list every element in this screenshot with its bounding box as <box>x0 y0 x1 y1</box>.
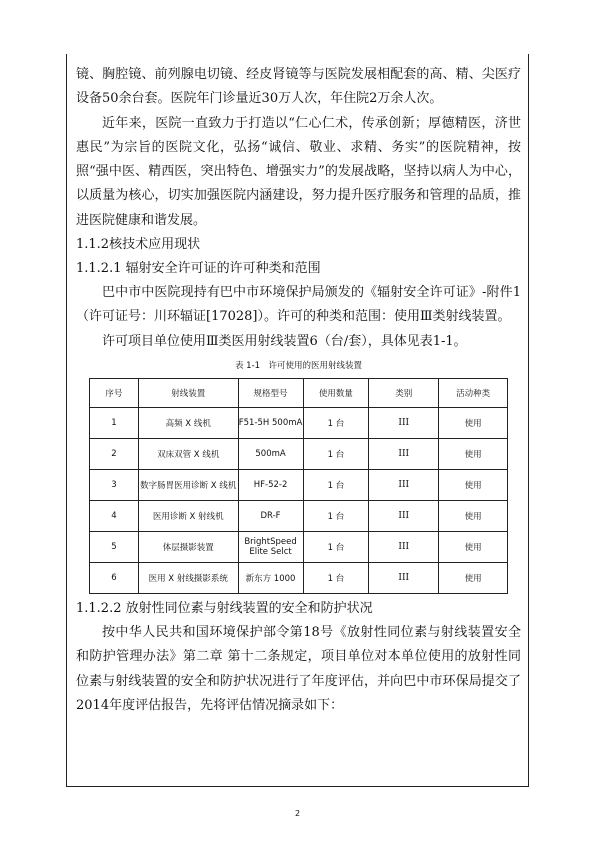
cell-device: 体层摄影装置 <box>138 531 238 562</box>
col-header-activity: 活动种类 <box>439 378 508 407</box>
cell-activity: 使用 <box>439 531 508 562</box>
table-caption: 表 1-1 许可使用的医用射线装置 <box>234 360 363 371</box>
section-heading-license: 1.1.2.1 辐射安全许可证的许可种类和范围 <box>76 261 321 277</box>
col-header-device: 射线装置 <box>138 378 238 407</box>
table-header-row <box>90 378 508 407</box>
cell-device: 双床双管 X 线机 <box>138 438 238 469</box>
cell-class: III <box>369 407 439 438</box>
cell-model: 500mA <box>238 438 303 469</box>
cell-activity: 使用 <box>439 500 508 531</box>
paragraph-equipment: 镜、胸腔镜、前列腺电切镜、经皮肾镜等与医院发展相配套的高、精、尖医疗设备50余台套。医院年门诊量近30万人次，年住院2万余人次。 <box>76 67 521 107</box>
cell-model: HF-52-2 <box>238 469 303 500</box>
table-row <box>90 531 508 562</box>
cell-no: 6 <box>90 562 139 593</box>
section-heading-nuclear-tech: 1.1.2核技术应用现状 <box>76 237 201 253</box>
cell-class: III <box>369 438 439 469</box>
cell-activity: 使用 <box>439 562 508 593</box>
cell-no: 5 <box>90 531 139 562</box>
cell-no: 2 <box>90 438 139 469</box>
page-number: 2 <box>294 809 301 818</box>
col-header-quantity: 使用数量 <box>303 378 369 407</box>
table-row <box>90 562 508 593</box>
table-row <box>90 407 508 438</box>
cell-activity: 使用 <box>439 407 508 438</box>
device-table <box>89 378 508 594</box>
paragraph-license-items: 许可项目单位使用Ⅲ类医用射线装置6（台/套），具体见表1-1。 <box>102 333 467 349</box>
cell-device: 医用诊断 X 射线机 <box>138 500 238 531</box>
cell-device: 数字肠胃医用诊断 X 线机 <box>138 469 238 500</box>
cell-no: 3 <box>90 469 139 500</box>
cell-class: III <box>369 531 439 562</box>
section-heading-safety: 1.1.2.2 放射性同位素与射线装置的安全和防护状况 <box>76 600 373 616</box>
table-row <box>90 438 508 469</box>
cell-quantity: 1 台 <box>303 407 369 438</box>
cell-no: 1 <box>90 407 139 438</box>
cell-quantity: 1 台 <box>303 500 369 531</box>
cell-model: BrightSpeed Elite Selct <box>238 531 303 562</box>
paragraph-license: 巴中市中医院现持有巴中市环境保护局颁发的《辐射安全许可证》-附件1（许可证号：川环辐证[17028]）。许可的种类和范围：使用Ⅲ类射线装置。 <box>76 285 521 325</box>
cell-quantity: 1 台 <box>303 531 369 562</box>
cell-activity: 使用 <box>439 438 508 469</box>
cell-device: 医用 X 射线摄影系统 <box>138 562 238 593</box>
col-header-model: 规格型号 <box>238 378 303 407</box>
col-header-class: 类别 <box>369 378 439 407</box>
paragraph-hospital-culture: 近年来，医院一直致力于打造以“仁心仁术，传承创新；厚德精医，济世惠民”为宗旨的医院文化，弘扬“诚信、敬业、求精、务实”的医院精神，按照“强中医、精西医，突出特色、增强实力”的发展战略，坚持以病人为中心，以质量为核心，切实加强医院内涵建设，努力提升医疗服务和管理的品质，推进医院健康和谐发展。 <box>76 115 521 228</box>
cell-quantity: 1 台 <box>303 438 369 469</box>
cell-class: III <box>369 500 439 531</box>
table-row <box>90 469 508 500</box>
cell-class: III <box>369 469 439 500</box>
cell-device: 高频 X 线机 <box>138 407 238 438</box>
cell-class: III <box>369 562 439 593</box>
cell-quantity: 1 台 <box>303 469 369 500</box>
col-header-no: 序号 <box>90 378 139 407</box>
cell-model: DR-F <box>238 500 303 531</box>
cell-model: 新东方 1000 <box>238 562 303 593</box>
cell-activity: 使用 <box>439 469 508 500</box>
cell-quantity: 1 台 <box>303 562 369 593</box>
cell-model: F51-5H 500mA <box>238 407 303 438</box>
table-row <box>90 500 508 531</box>
document-body <box>76 63 521 718</box>
cell-no: 4 <box>90 500 139 531</box>
paragraph-safety-assessment: 按中华人民共和国环境保护部令第18号《放射性同位素与射线装置安全和防护管理办法》第二章 第十二条规定，项目单位对本单位使用的放射性同位素与射线装置的安全和防护状况进行了年度评估，并向巴中市环保局提交了2014年度评估报告，先将评估情况摘录如下： <box>76 624 521 713</box>
